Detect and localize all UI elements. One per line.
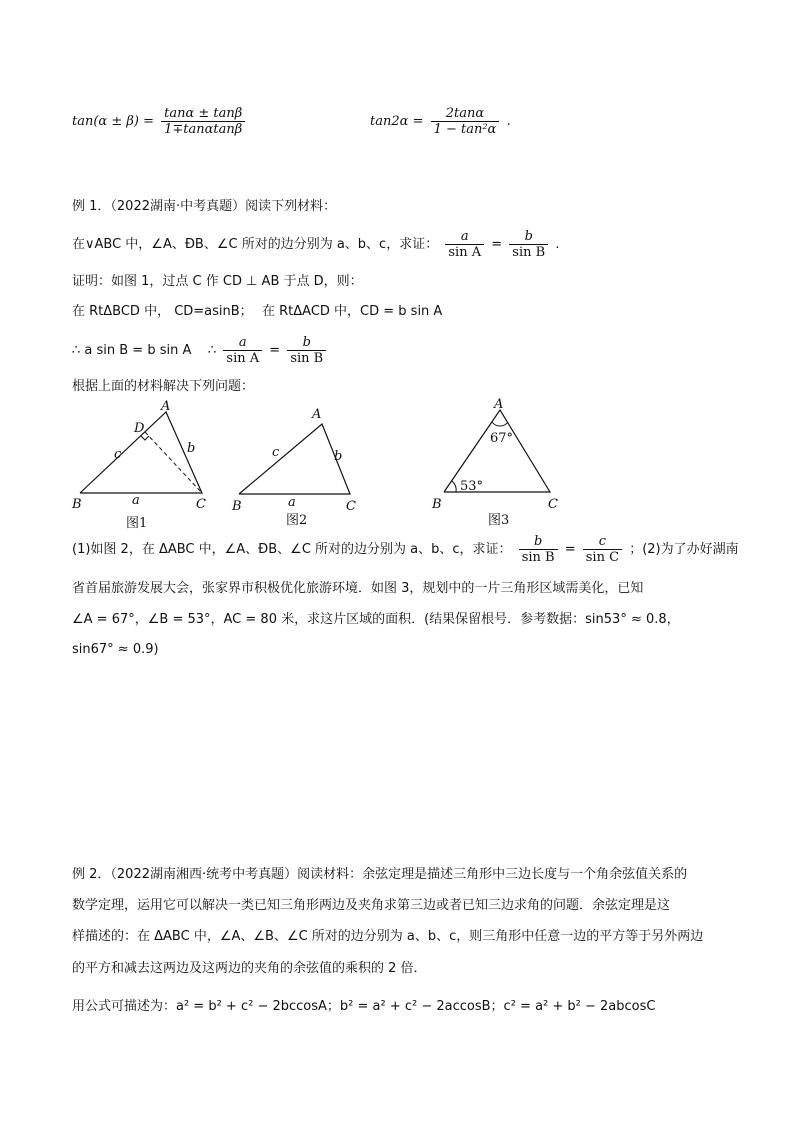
example1-line4a: ∴ a sin B = b sin A [72, 343, 192, 358]
question-line1-suffix: ；(2)为了办好湖南 [629, 542, 739, 557]
tan-double-formula [370, 106, 511, 137]
fig1-label-A: A [161, 399, 171, 414]
fig1-label-D: D [134, 421, 145, 436]
fig2-label-b: b [334, 449, 343, 464]
tan-sum-denominator: 1∓tanαtanβ [164, 122, 243, 137]
question-frac-c [583, 534, 622, 565]
example2-line1: 例 2．（2022湖南湘西·统考中考真题）阅读材料：余弦定理是描述三角形中三边长度与一个角余弦值关系的 [72, 867, 688, 882]
fig2-label-A: A [312, 407, 322, 422]
fig1-label-b: b [187, 441, 196, 456]
question-eq: = [564, 542, 576, 557]
tan-sum-numerator: tanα ± tanβ [161, 106, 245, 122]
example1-frac-b-den: sin B [512, 245, 546, 260]
fig1-label-C: C [196, 497, 206, 512]
question-frac-c-den: sin C [585, 550, 620, 565]
tan-sum-fraction [161, 106, 245, 137]
tan-double-denominator: 1 − tan²α [433, 122, 497, 137]
fig2-label-C: C [346, 499, 356, 514]
fig3-label-B: B [432, 497, 442, 512]
fig2-label-a: a [288, 495, 296, 510]
example1-frac-a-num: a [445, 229, 484, 245]
figure-1-caption: 图1 [126, 516, 148, 531]
example1-header: 例 1．（2022湖南·中考真题）阅读下列材料： [72, 199, 337, 214]
example2-line5: 用公式可描述为：a² = b² + c² − 2bccosA；b² = a² + c² − 2accosB；c² = a² + b² − 2abcosC [72, 999, 656, 1014]
example2-line4: 的平方和减去这两边及这两边的夹角的余弦值的乘积的 2 倍． [72, 961, 427, 976]
question-line2: 省首届旅游发展大会，张家界市积极优化旅游环境．如图 3，规划中的一片三角形区域需美化，已知 [72, 581, 644, 596]
fig3-label-A: A [494, 397, 504, 412]
example1-line3b: 在 RtΔACD 中，CD = b sin A [262, 304, 443, 319]
example1-line4-frac-a [223, 335, 262, 366]
example1-line3a: 在 RtΔBCD 中， CD=asinB； [72, 304, 253, 319]
example2-line2: 数学定理，运用它可以解决一类已知三角形两边及夹角求第三边或者已知三边求角的问题．余弦定理是这 [72, 898, 671, 913]
example1-frac-a-den: sin A [448, 245, 482, 260]
question-line3: ∠A = 67°，∠B = 53°，AC = 80 米，求这片区域的面积．(结果保留根号．参考数据：sin53° ≈ 0.8， [72, 612, 680, 627]
fig3-angle-B: 53° [460, 479, 484, 494]
example1-line4-frac-a-den: sin A [226, 351, 260, 366]
example1-line1-end: . [555, 237, 560, 252]
fig3-angle-A: 67° [490, 431, 514, 446]
fig2-label-B: B [232, 499, 242, 514]
figure-3 [426, 396, 566, 512]
figure-2-caption: 图2 [286, 513, 308, 528]
question-line1-prefix: (1)如图 2，在 ΔABC 中，∠A、ÐB、∠C 所对的边分别为 a、b、c，求证： [72, 542, 512, 557]
example1-frac-a [445, 229, 484, 260]
example1-instruction: 根据上面的材料解决下列问题： [72, 379, 255, 394]
figure-2 [226, 402, 366, 514]
example1-frac-b [509, 229, 548, 260]
question-frac-c-num: c [583, 534, 622, 550]
question-frac-b [519, 534, 558, 565]
tan-double-lhs: tan2α = [370, 114, 424, 129]
example1-proof-intro: 证明：如图 1，过点 C 作 CD ⊥ AB 于点 D，则： [72, 274, 363, 289]
tan-sum-lhs: tan(α ± β) = [72, 114, 154, 129]
example1-line4-frac-b-den: sin B [290, 351, 324, 366]
fig1-label-c: c [114, 447, 122, 462]
tan-double-numerator: 2tanα [431, 106, 500, 122]
question-line1 [72, 532, 739, 568]
example1-line4-eq: = [269, 343, 281, 358]
example1-line4-frac-b [287, 335, 326, 366]
example1-line4-frac-a-num: a [223, 335, 262, 351]
figure-1 [70, 398, 220, 516]
example2-line3: 样描述的：在 ΔABC 中，∠A、∠B、∠C 所对的边分别为 a、b、c，则三角形中任意一边的平方等于另外两边 [72, 929, 704, 944]
fig3-label-C: C [548, 497, 558, 512]
example1-eq: = [491, 237, 503, 252]
fig1-label-B: B [72, 497, 82, 512]
tan-double-fraction [431, 106, 500, 137]
example1-line1-prefix: 在∨ABC 中，∠A、ÐB、∠C 所对的边分别为 a、b、c，求证： [72, 237, 439, 252]
example1-line4-conclusion [208, 334, 329, 368]
question-frac-b-num: b [519, 534, 558, 550]
example1-line4-frac-b-num: b [287, 335, 326, 351]
fig1-label-a: a [132, 493, 140, 508]
fig2-label-c: c [272, 445, 280, 460]
example1-line1 [72, 228, 559, 262]
tan-double-end: . [506, 114, 511, 129]
question-frac-b-den: sin B [521, 550, 555, 565]
example1-line4b: ∴ [208, 343, 217, 358]
tan-sum-formula [72, 106, 248, 137]
figure-3-caption: 图3 [488, 513, 510, 528]
example1-line4 [72, 334, 191, 368]
question-line4: sin67° ≈ 0.9) [72, 642, 159, 657]
example1-frac-b-num: b [509, 229, 548, 245]
